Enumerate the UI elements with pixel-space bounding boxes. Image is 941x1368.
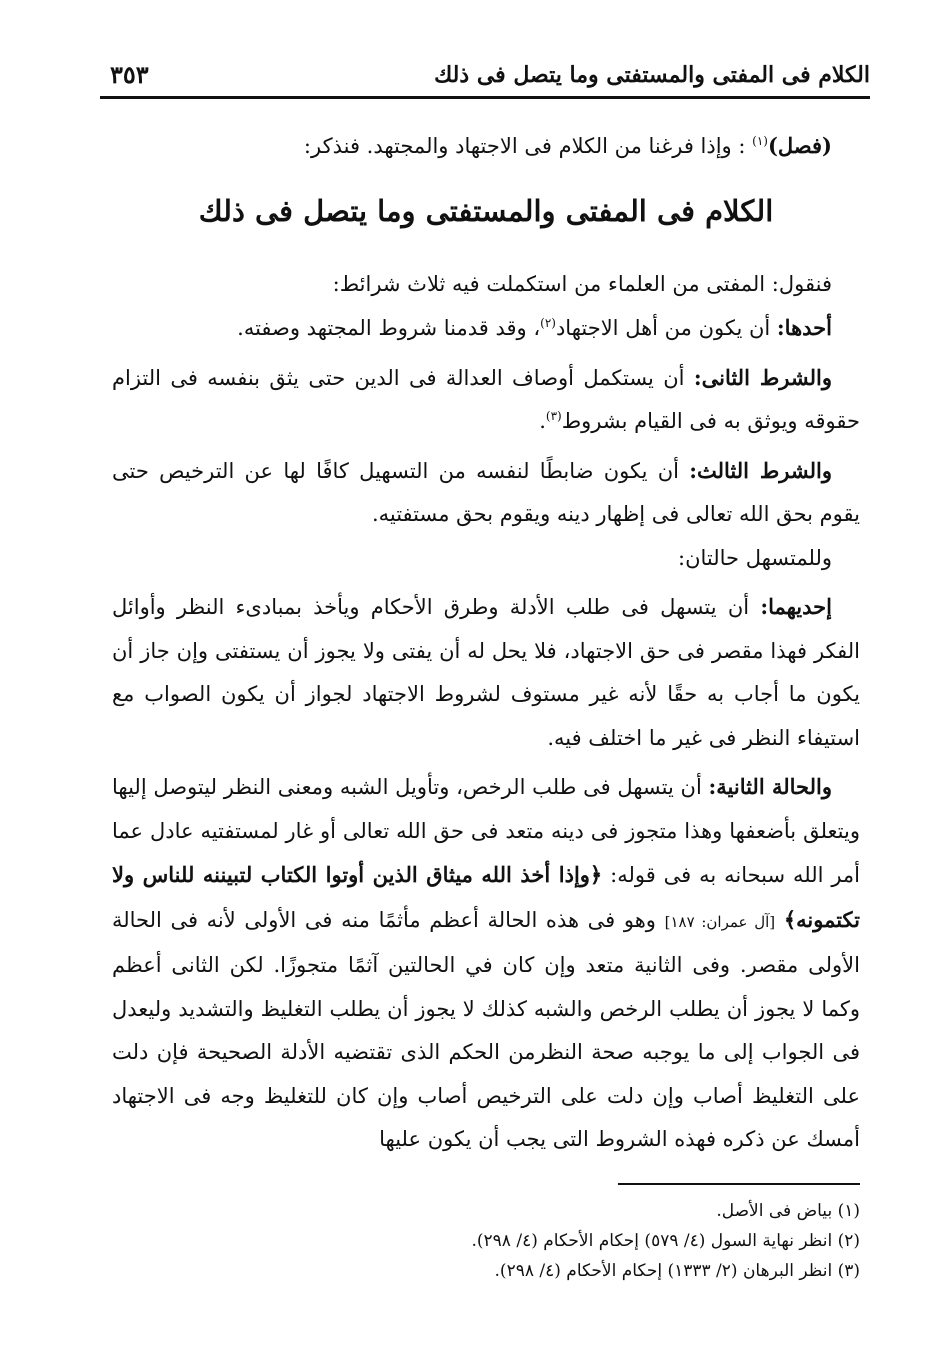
paragraph-two-states: وللمتسهل حالتان:	[678, 545, 832, 570]
condition-3-label: والشرط الثالث:	[689, 457, 832, 483]
state-2-label: والحالة الثانية:	[708, 774, 832, 799]
body-text	[112, 124, 860, 1162]
footnote-ref-1: (١)	[752, 134, 768, 148]
intro-paragraph	[112, 124, 860, 169]
state-1-label: إحديهما:	[760, 594, 832, 619]
footnote-ref-2: (٢)	[540, 316, 556, 330]
condition-2-label: والشرط الثانى:	[693, 364, 832, 390]
state-1-text: أن يتسهل فى طلب الأدلة وطرق الأحكام ويأخذ بمبادىء النظر وأوائل الفكر فهذا مقصر فى حق الاجتهاد، فلا يحل له أن يفتى ولا يجوز أن يستفتى وإن جاز أن يكون ما أجاب به حقًا لأنه غير مستوف لشروط الاجتهاد لجواز أن يكون الصواب مع استيفاء النظر فى غير ما اختلف فيه.	[112, 595, 860, 750]
footnotes	[300, 1196, 860, 1286]
condition-1-text-a: أن يكون من أهل الاجتهاد	[555, 316, 771, 340]
intro-text: : وإذا فرغنا من الكلام فى الاجتهاد والمجتهد. فنذكر:	[303, 134, 746, 158]
paragraph-condition-3	[112, 449, 860, 537]
paragraph-condition-2	[112, 356, 860, 444]
page-number: ٣٥٣	[110, 60, 149, 89]
quran-verse: ﴿وإذا أخذ الله ميثاق الذين أوتوا الكتاب لتبيننه للناس ولا تكتمونه﴾	[112, 862, 860, 932]
paragraph-state-1	[112, 585, 860, 760]
condition-1-text-b: ، وقد قدمنا شروط المجتهد وصفته.	[237, 316, 541, 340]
footnote-2: (٢) انظر نهاية السول (٤/ ٥٧٩) إحكام الأحكام (٤/ ٢٩٨).	[471, 1231, 860, 1251]
paragraph-state-2	[112, 765, 860, 1162]
condition-3-text: أن يكون ضابطًا لنفسه من التسهيل كافًا لها عن الترخيص حتى يقوم بحق الله تعالى فى إظهار دينه ويقوم بحق مستفتيه.	[112, 458, 860, 526]
verse-citation: [آل عمران: ١٨٧]	[664, 912, 776, 931]
condition-2-text-a: أن يستكمل أوصاف العدالة فى الدين حتى يثق بنفسه فى التزام حقوقه ويوثق به فى القيام بشروط	[112, 365, 860, 433]
paragraph-condition-1	[112, 306, 860, 351]
footnote-ref-3: (٣)	[545, 409, 562, 423]
paragraph-conditions: فنقول: المفتى من العلماء من استكملت فيه ثلاث شرائط:	[332, 271, 832, 296]
footnote-1: (١) بياض فى الأصل.	[716, 1201, 860, 1221]
footnote-3: (٣) انظر البرهان (٢/ ١٣٣٣) إحكام الأحكام (٤/ ٢٩٨).	[494, 1261, 860, 1281]
condition-2-text-b: .	[539, 409, 546, 433]
footnote-divider	[618, 1183, 860, 1185]
section-heading: الكلام فى المفتى والمستفتى وما يتصل فى ذلك	[198, 193, 774, 228]
state-2-text-a: أن يتسهل فى طلب الرخص، وتأويل الشبه ومعنى النظر ليتوصل إليها ويتعلق بأضعفها وهذا متجوز فى دينه متعد فى حق الله تعالى أو غار لمستفتيه عادل عما أمر الله سبحانه به فى قوله:	[112, 775, 860, 887]
running-title: الكلام فى المفتى والمستفتى وما يتصل فى ذلك	[434, 62, 870, 88]
state-2-text-b: وهو فى هذه الحالة أعظم مأثمًا منه فى الأولى لأنه فى الحالة الأولى مقصر. وفى الثانية متعد وإن كان في الحالتين آثمًا متجوزًا. لكن الثانى أعظم وكما لا يجوز أن يطلب الرخص والشبه كذلك لا يجوز أن يطلب التغليظ والتشديد وليعدل فى الجواب إلى ما يوجبه صحة النظرمن الحكم الذى تقتضيه الأدلة الصحيحة فإن دلت على التغليظ أصاب وإن دلت على الترخيص أصاب وإن كان للتغليظ وجه فى الاجتهاد أمسك عن ذكره فهذه الشروط التى يجب أن يكون عليها	[112, 907, 860, 1151]
page-header	[100, 56, 870, 99]
intro-label: (فصل)	[767, 133, 832, 158]
condition-1-label: أحدها:	[776, 315, 832, 340]
